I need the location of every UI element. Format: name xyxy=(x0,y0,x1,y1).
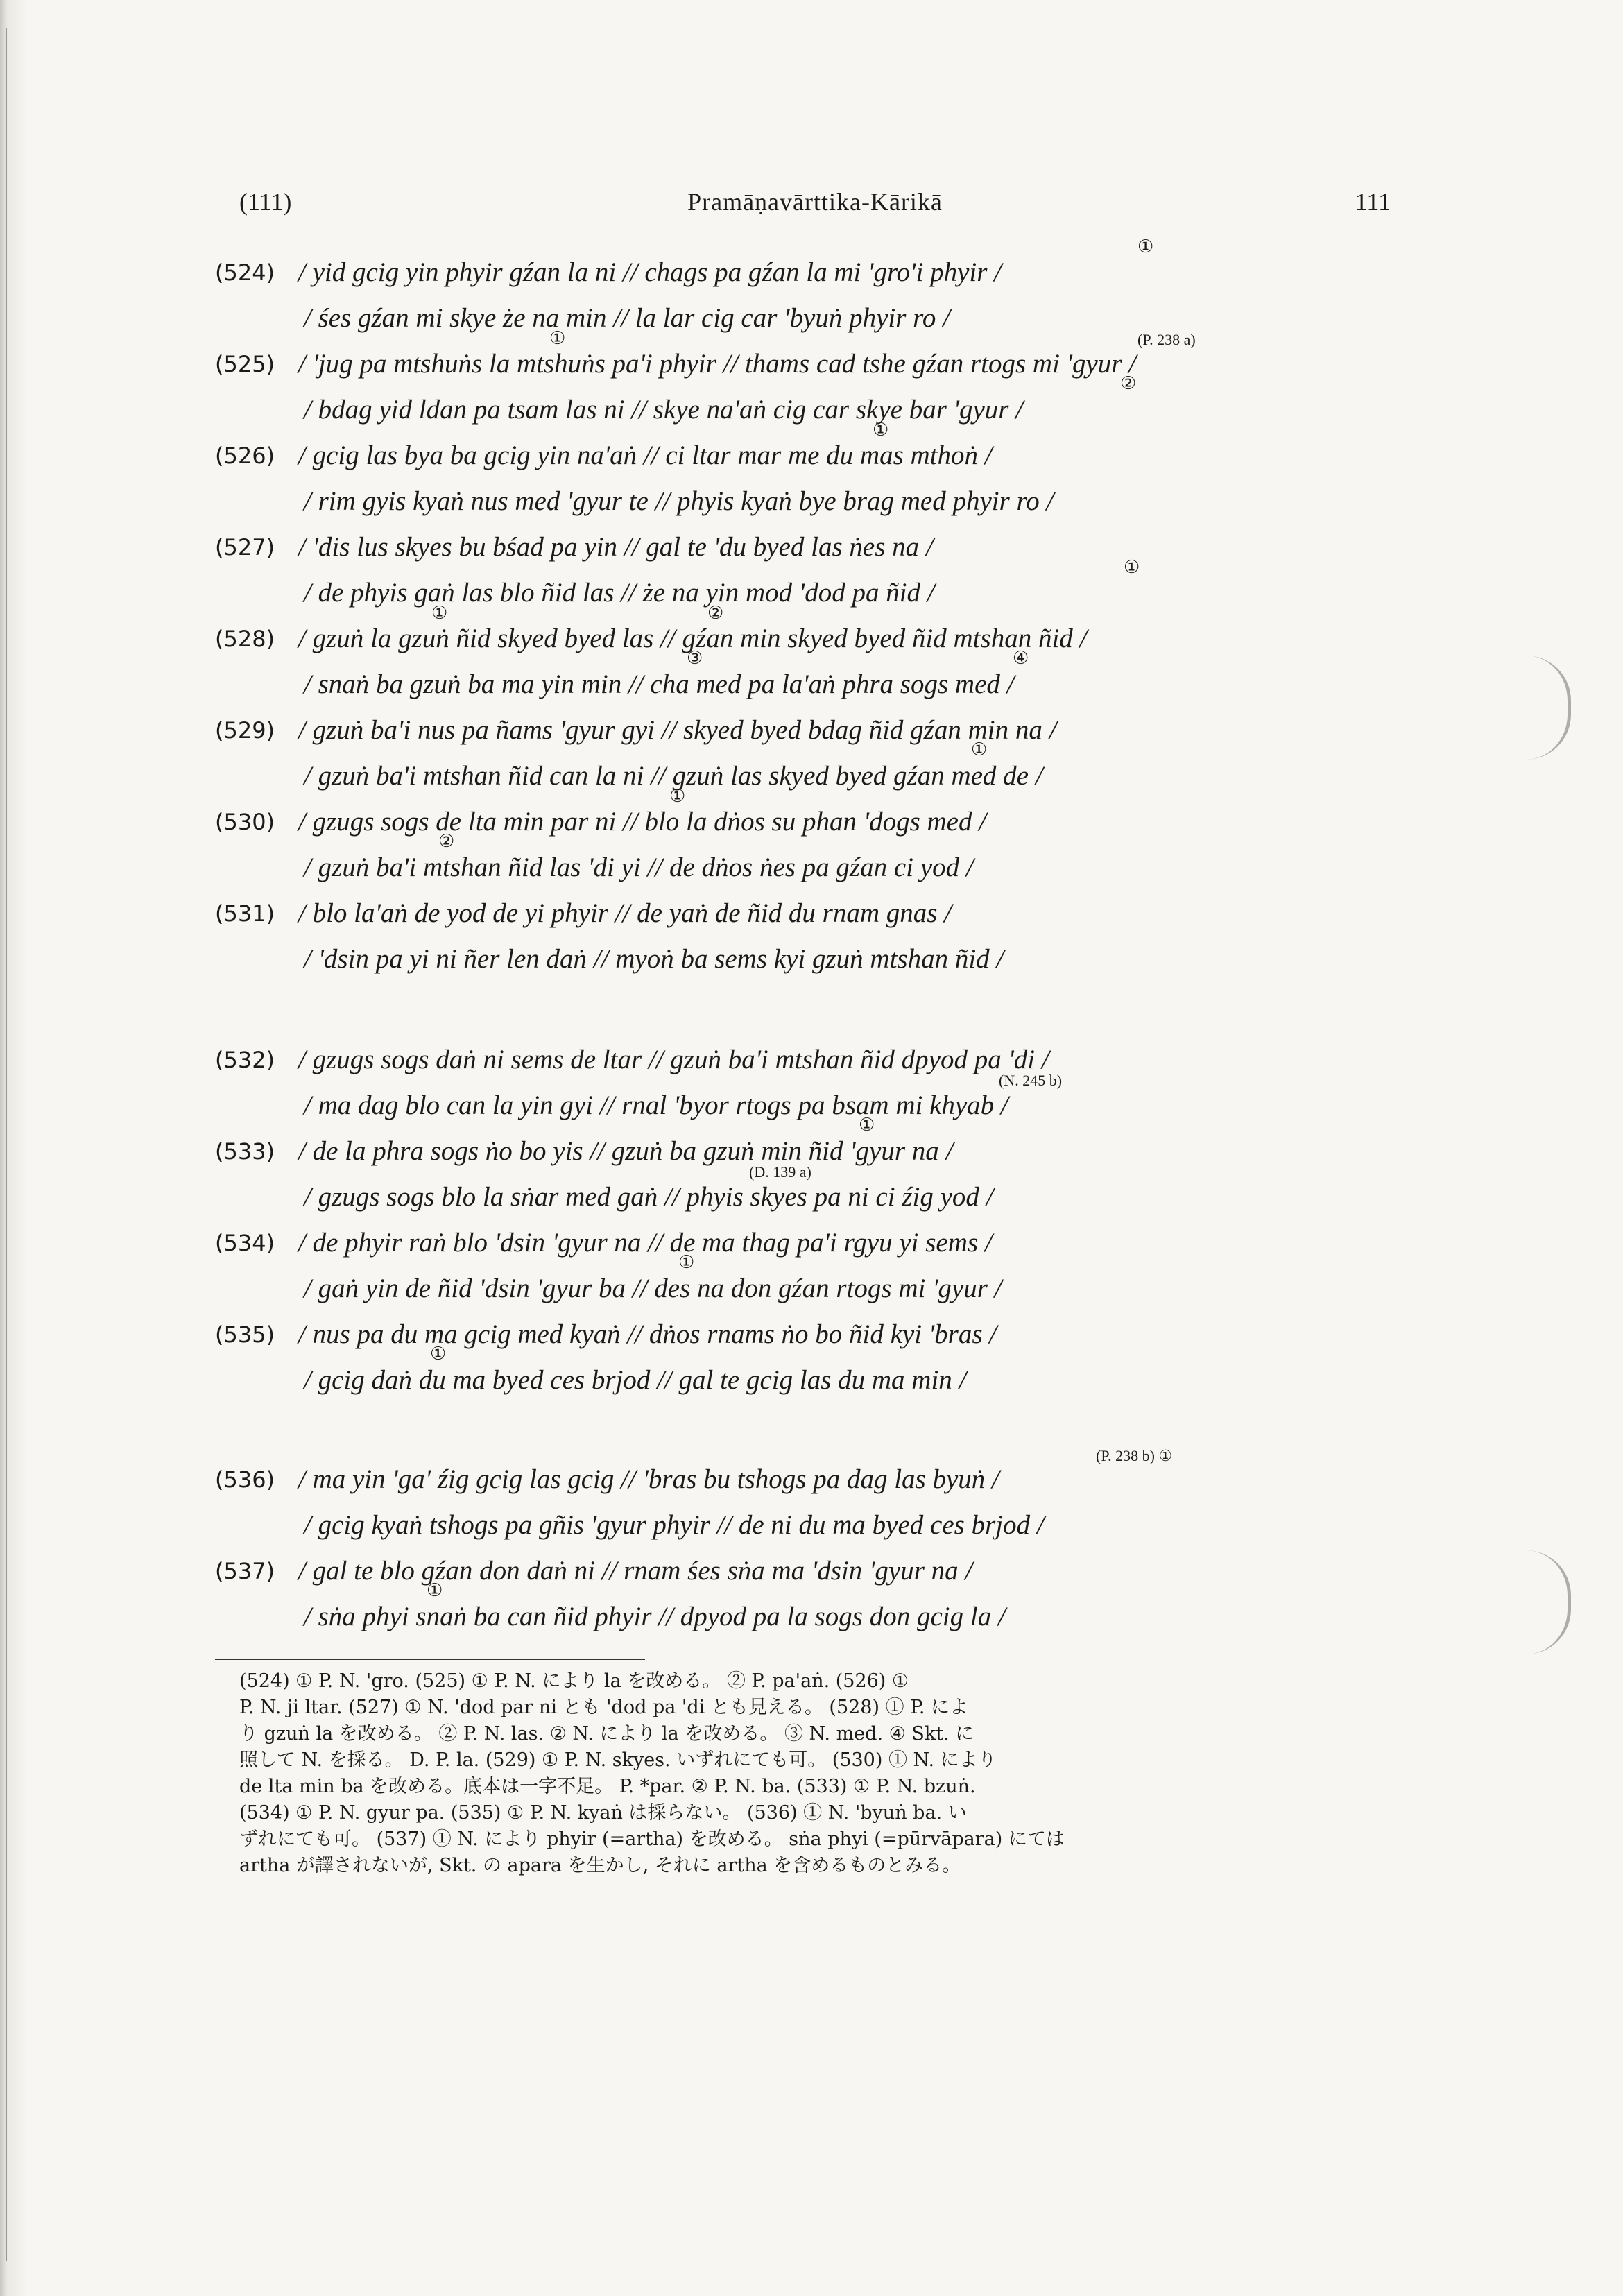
verse-line xyxy=(215,1357,1450,1403)
verse-number: (532) xyxy=(215,1047,275,1073)
footnote-line: り gzuṅ la を改める。 ② P. N. las. ② N. により la を改める。 ③ N. med. ④ Skt. に xyxy=(239,1723,974,1745)
verse-line xyxy=(215,328,1450,394)
footnotes xyxy=(239,1668,1418,1879)
footnote-line: artha が譯されないが, Skt. の apara を生かし, それに artha を含めるものとみる。 xyxy=(239,1855,961,1876)
verse-text: / snaṅ ba gzuṅ ba ma yin min // cha med pa la'aṅ phra sogs med / xyxy=(304,669,1015,699)
verse-line xyxy=(215,295,1450,341)
scan-margin-mark xyxy=(1526,1550,1571,1654)
verse-line xyxy=(215,891,1450,936)
verse-number: (526) xyxy=(215,443,275,469)
verse-group-2 xyxy=(215,1037,1450,1403)
verse-text: / gzugs sogs daṅ ni sems de ltar // gzuṅ ba'i mtshan ñid dpyod pa 'di / xyxy=(298,1045,1049,1074)
verse-line xyxy=(215,1502,1450,1548)
verse-number: (530) xyxy=(215,809,275,835)
verse-text: / gzugs sogs blo la sṅar med gaṅ // phyis skyes pa ni ci źig yod / xyxy=(304,1182,994,1212)
verse-text: / gal te blo gźan don daṅ ni // rnam śes sṅa ma 'dsin 'gyur na / xyxy=(298,1556,973,1586)
verse-text: / gcig kyaṅ tshogs pa gñis 'gyur phyir // de ni du ma byed ces brjod / xyxy=(304,1510,1045,1540)
footnote-line: (534) ① P. N. gyur pa. (535) ① P. N. kyaṅ は採らない。 (536) ① N. 'byuṅ ba. い xyxy=(239,1802,967,1824)
verse-number: (525) xyxy=(215,351,275,377)
verse-line xyxy=(215,1548,1450,1601)
verse-line xyxy=(215,420,1450,479)
page-number: 111 xyxy=(1355,188,1391,216)
verse-number: (524) xyxy=(215,259,275,286)
edition-page-reference: (P. 238 a) xyxy=(1137,331,1196,348)
verse-line xyxy=(215,753,1450,799)
verse-line xyxy=(215,1266,1450,1312)
verse-line xyxy=(215,524,1450,570)
verse-text: / gzuṅ ba'i nus pa ñams 'gyur gyi // skyed byed bdag ñid gźan min na / xyxy=(298,715,1057,745)
verse-line xyxy=(215,1083,1450,1136)
verse-line xyxy=(215,708,1450,760)
footnote-marker: ① xyxy=(971,739,988,760)
verse-line xyxy=(215,237,1450,295)
verse-line xyxy=(215,387,1450,433)
footnote-marker: ① xyxy=(430,1344,447,1364)
verse-number: (537) xyxy=(215,1558,275,1584)
verse-text: / gzuṅ ba'i mtshan ñid las 'di yi // de dṅos ṅes pa gźan ci yod / xyxy=(304,853,974,882)
footnote-line: de lta min ba を改める。底本は一字不足。 P. *par. ② P. N. ba. (533) ① P. N. bzuṅ. xyxy=(239,1776,976,1797)
verse-text: / ma dag blo can la yin gyi // rnal 'byor rtogs pa bsam mi khyab / xyxy=(304,1090,1008,1120)
verse-number: (533) xyxy=(215,1138,275,1165)
verse-number: (536) xyxy=(215,1466,275,1493)
verse-text: / de la phra sogs ṅo bo yis // gzuṅ ba gzuṅ min ñid 'gyur na / xyxy=(298,1136,954,1166)
edition-page-reference: (D. 139 a) xyxy=(749,1163,812,1181)
header-title: Pramāṇavārttika-Kārikā xyxy=(687,188,943,216)
footnote-line: ずれにても可。 (537) ① N. により phyir (=artha) を改める。 sṅa phyi (=pūrvāpara) にては xyxy=(239,1828,1065,1850)
footnote-marker: ③ xyxy=(687,648,703,669)
verse-text: / 'dsin pa yi ni ñer len daṅ // myoṅ ba sems kyi gzuṅ mtshan ñid / xyxy=(304,944,1004,974)
scan-edge-shadow xyxy=(0,0,32,2296)
verse-line xyxy=(215,1220,1450,1273)
verse-line xyxy=(215,557,1450,616)
verse-text: / de phyir raṅ blo 'dsin 'gyur na // de ma thag pa'i rgyu yi sems / xyxy=(298,1228,993,1258)
footnote-marker: ① xyxy=(1124,557,1140,578)
verse-text: / yid gcig yin phyir gźan la ni // chags pa gźan la mi 'gro'i phyir / xyxy=(298,257,1002,287)
verse-number: (527) xyxy=(215,534,275,560)
verse-number: (531) xyxy=(215,900,275,927)
footnote-marker: ① xyxy=(1137,237,1154,257)
verse-line xyxy=(215,1447,1450,1502)
verse-line xyxy=(215,1594,1450,1640)
verse-number: (529) xyxy=(215,717,275,744)
edition-page-reference: (P. 238 b) ① xyxy=(1096,1447,1173,1464)
verse-line xyxy=(215,1129,1450,1181)
footnote-line: P. N. ji ltar. (527) ① N. 'dod par ni とも 'dod pa 'di とも見える。 (528) ① P. によ xyxy=(239,1697,969,1718)
footnote-marker: ① xyxy=(549,328,566,349)
footnote-marker: ① xyxy=(678,1252,695,1273)
running-header xyxy=(239,187,1391,236)
verse-text: / gcig las bya ba gcig yin na'aṅ // ci ltar mar me du mas mthoṅ / xyxy=(298,440,993,470)
verse-text: / gaṅ yin de ñid 'dsin 'gyur ba // des na don gźan rtogs mi 'gyur / xyxy=(304,1274,1002,1303)
verse-line xyxy=(215,603,1450,669)
verse-text: / nus pa du ma gcig med kyaṅ // dṅos rnams ṅo bo ñid kyi 'bras / xyxy=(298,1319,997,1349)
edition-page-reference: (N. 245 b) xyxy=(999,1072,1063,1089)
verse-line xyxy=(215,845,1450,891)
footnote-separator xyxy=(215,1659,645,1660)
verse-text: / bdag yid ldan pa tsam las ni // skye na'aṅ cig car skye bar 'gyur / xyxy=(304,395,1024,425)
verse-text: / 'dis lus skyes bu bśad pa yin // gal te 'du byed las ṅes na / xyxy=(298,532,934,562)
verse-number: (534) xyxy=(215,1230,275,1256)
footnote-marker: ④ xyxy=(1013,648,1029,669)
verse-text: / 'jug pa mtshuṅs la mtshuṅs pa'i phyir // thams cad tshe gźan rtogs mi 'gyur / xyxy=(298,349,1137,379)
footnote-marker: ② xyxy=(1120,373,1137,394)
footnote-marker: ① xyxy=(859,1115,875,1136)
verse-line xyxy=(215,1174,1450,1220)
verse-line xyxy=(215,662,1450,708)
verse-group-1 xyxy=(215,237,1450,982)
verse-text: / sṅa phyi snaṅ ba can ñid phyir // dpyod pa la sogs don gcig la / xyxy=(304,1602,1006,1631)
verse-line xyxy=(215,786,1450,852)
verse-text: / de phyis gaṅ las blo ñid las // że na yin mod 'dod pa ñid / xyxy=(304,578,935,608)
scan-binding-line xyxy=(6,28,7,2261)
verse-number: (535) xyxy=(215,1321,275,1348)
verse-text: / gzuṅ la gzuṅ ñid skyed byed las // gźan min skyed byed ñid mtshan ñid / xyxy=(298,624,1088,653)
footnote-marker: ① xyxy=(431,603,448,624)
verse-text: / gcig daṅ du ma byed ces brjod // gal te gcig las du ma min / xyxy=(304,1365,967,1395)
footnote-line: 照して N. を採る。 D. P. la. (529) ① P. N. skyes. いずれにても可。 (530) ① N. により xyxy=(239,1749,997,1771)
footnote-line: (524) ① P. N. 'gro. (525) ① P. N. により la を改める。 ② P. pa'aṅ. (526) ① xyxy=(239,1670,909,1692)
header-section-number: (111) xyxy=(239,188,292,216)
verse-group-3 xyxy=(215,1447,1450,1640)
footnote-marker: ② xyxy=(707,603,724,624)
verse-text: / ma yin 'ga' źig gcig las gcig // 'bras bu tshogs pa dag las byuṅ / xyxy=(298,1464,999,1494)
verse-text: / blo la'aṅ de yod de yi phyir // de yaṅ de ñid du rnam gnas / xyxy=(298,898,952,928)
footnote-marker: ② xyxy=(438,831,455,852)
verse-line xyxy=(215,1037,1450,1089)
verse-line xyxy=(215,1312,1450,1364)
footnote-marker: ① xyxy=(427,1580,443,1601)
footnote-marker: ① xyxy=(873,420,889,440)
scan-margin-mark xyxy=(1526,656,1571,760)
verse-line xyxy=(215,936,1450,982)
verse-text: / gzuṅ ba'i mtshan ñid can la ni // gzuṅ las skyed byed gźan med de / xyxy=(304,761,1043,791)
verse-text: / śes gźan mi skye że na min // la lar cig car 'byuṅ phyir ro / xyxy=(304,303,950,333)
verse-number: (528) xyxy=(215,626,275,652)
verse-text: / gzugs sogs de lta min par ni // blo la dṅos su phan 'dogs med / xyxy=(298,807,987,837)
verse-text: / rim gyis kyaṅ nus med 'gyur te // phyis kyaṅ bye brag med phyir ro / xyxy=(304,486,1054,516)
footnote-marker: ① xyxy=(669,786,686,807)
verse-line xyxy=(215,479,1450,524)
